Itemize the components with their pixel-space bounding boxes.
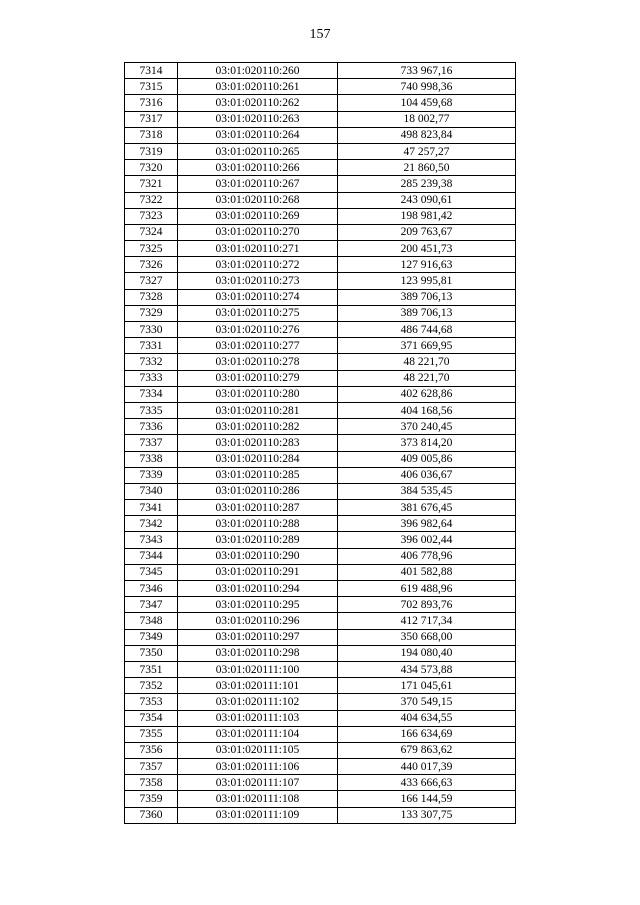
table-row	[125, 645, 516, 661]
cadastral-value-table	[124, 62, 516, 824]
table-row	[125, 564, 516, 580]
cadastral-number-cell: 03:01:020111:109	[178, 807, 338, 823]
cadastral-number-cell: 03:01:020110:278	[178, 354, 338, 370]
cadastral-number-cell: 03:01:020111:106	[178, 759, 338, 775]
cadastral-number-cell: 03:01:020111:101	[178, 678, 338, 694]
cadastral-value-cell: 389 706,13	[338, 289, 516, 305]
cadastral-number-cell: 03:01:020110:297	[178, 629, 338, 645]
cadastral-value-cell: 285 239,38	[338, 176, 516, 192]
cadastral-number-cell: 03:01:020110:295	[178, 597, 338, 613]
cadastral-number-cell: 03:01:020110:267	[178, 176, 338, 192]
row-number-cell: 7338	[125, 451, 178, 467]
cadastral-value-cell: 370 549,15	[338, 694, 516, 710]
cadastral-value-cell: 48 221,70	[338, 370, 516, 386]
table-row	[125, 192, 516, 208]
cadastral-value-cell: 48 221,70	[338, 354, 516, 370]
cadastral-value-cell: 47 257,27	[338, 143, 516, 159]
row-number-cell: 7350	[125, 645, 178, 661]
row-number-cell: 7334	[125, 386, 178, 402]
table-row	[125, 775, 516, 791]
cadastral-number-cell: 03:01:020110:288	[178, 516, 338, 532]
cadastral-value-cell: 433 666,63	[338, 775, 516, 791]
row-number-cell: 7320	[125, 160, 178, 176]
cadastral-value-cell: 350 668,00	[338, 629, 516, 645]
table-row	[125, 354, 516, 370]
table-row	[125, 402, 516, 418]
table-row	[125, 370, 516, 386]
row-number-cell: 7330	[125, 322, 178, 338]
cadastral-number-cell: 03:01:020110:266	[178, 160, 338, 176]
cadastral-number-cell: 03:01:020111:100	[178, 661, 338, 677]
page-number: 157	[309, 27, 331, 42]
table-row	[125, 710, 516, 726]
row-number-cell: 7352	[125, 678, 178, 694]
cadastral-number-cell: 03:01:020110:265	[178, 143, 338, 159]
table-row	[125, 419, 516, 435]
cadastral-value-cell: 373 814,20	[338, 435, 516, 451]
table-row	[125, 338, 516, 354]
row-number-cell: 7324	[125, 224, 178, 240]
cadastral-value-cell: 498 823,84	[338, 127, 516, 143]
cadastral-value-cell: 198 981,42	[338, 208, 516, 224]
table-row	[125, 111, 516, 127]
cadastral-value-cell: 404 168,56	[338, 402, 516, 418]
cadastral-value-cell: 402 628,86	[338, 386, 516, 402]
cadastral-number-cell: 03:01:020110:281	[178, 402, 338, 418]
row-number-cell: 7345	[125, 564, 178, 580]
table-row	[125, 63, 516, 79]
cadastral-value-cell: 412 717,34	[338, 613, 516, 629]
cadastral-value-cell: 404 634,55	[338, 710, 516, 726]
table-row	[125, 322, 516, 338]
row-number-cell: 7340	[125, 483, 178, 499]
table-row	[125, 613, 516, 629]
cadastral-number-cell: 03:01:020110:286	[178, 483, 338, 499]
table-row	[125, 224, 516, 240]
cadastral-value-cell: 409 005,86	[338, 451, 516, 467]
cadastral-number-cell: 03:01:020110:261	[178, 79, 338, 95]
table-row	[125, 629, 516, 645]
table-row	[125, 208, 516, 224]
row-number-cell: 7329	[125, 305, 178, 321]
table-row	[125, 694, 516, 710]
cadastral-value-cell: 166 144,59	[338, 791, 516, 807]
cadastral-value-cell: 434 573,88	[338, 661, 516, 677]
row-number-cell: 7322	[125, 192, 178, 208]
row-number-cell: 7335	[125, 402, 178, 418]
table-row	[125, 807, 516, 823]
row-number-cell: 7326	[125, 257, 178, 273]
row-number-cell: 7349	[125, 629, 178, 645]
row-number-cell: 7328	[125, 289, 178, 305]
row-number-cell: 7321	[125, 176, 178, 192]
cadastral-value-cell: 740 998,36	[338, 79, 516, 95]
row-number-cell: 7318	[125, 127, 178, 143]
table-row	[125, 597, 516, 613]
cadastral-value-cell: 243 090,61	[338, 192, 516, 208]
table-row	[125, 759, 516, 775]
row-number-cell: 7344	[125, 548, 178, 564]
cadastral-value-cell: 133 307,75	[338, 807, 516, 823]
cadastral-number-cell: 03:01:020110:290	[178, 548, 338, 564]
cadastral-value-cell: 486 744,68	[338, 322, 516, 338]
cadastral-number-cell: 03:01:020110:279	[178, 370, 338, 386]
row-number-cell: 7351	[125, 661, 178, 677]
table-row	[125, 95, 516, 111]
cadastral-value-cell: 733 967,16	[338, 63, 516, 79]
table-row	[125, 742, 516, 758]
row-number-cell: 7357	[125, 759, 178, 775]
cadastral-number-cell: 03:01:020110:277	[178, 338, 338, 354]
table-row	[125, 516, 516, 532]
row-number-cell: 7317	[125, 111, 178, 127]
cadastral-value-cell: 384 535,45	[338, 483, 516, 499]
cadastral-number-cell: 03:01:020110:262	[178, 95, 338, 111]
cadastral-value-cell: 401 582,88	[338, 564, 516, 580]
table-row	[125, 435, 516, 451]
table-row	[125, 127, 516, 143]
row-number-cell: 7341	[125, 500, 178, 516]
cadastral-value-cell: 123 995,81	[338, 273, 516, 289]
row-number-cell: 7346	[125, 581, 178, 597]
cadastral-number-cell: 03:01:020110:274	[178, 289, 338, 305]
table-row	[125, 160, 516, 176]
cadastral-number-cell: 03:01:020110:275	[178, 305, 338, 321]
cadastral-number-cell: 03:01:020110:282	[178, 419, 338, 435]
row-number-cell: 7353	[125, 694, 178, 710]
table-row	[125, 532, 516, 548]
cadastral-number-cell: 03:01:020110:285	[178, 467, 338, 483]
cadastral-number-cell: 03:01:020110:291	[178, 564, 338, 580]
table-row	[125, 581, 516, 597]
cadastral-number-cell: 03:01:020110:263	[178, 111, 338, 127]
table-row	[125, 273, 516, 289]
cadastral-value-cell: 104 459,68	[338, 95, 516, 111]
cadastral-value-cell: 371 669,95	[338, 338, 516, 354]
row-number-cell: 7319	[125, 143, 178, 159]
cadastral-number-cell: 03:01:020110:280	[178, 386, 338, 402]
cadastral-number-cell: 03:01:020110:271	[178, 241, 338, 257]
row-number-cell: 7339	[125, 467, 178, 483]
table-row	[125, 386, 516, 402]
table-row	[125, 483, 516, 499]
cadastral-number-cell: 03:01:020111:103	[178, 710, 338, 726]
table-row	[125, 257, 516, 273]
cadastral-number-cell: 03:01:020110:284	[178, 451, 338, 467]
cadastral-number-cell: 03:01:020111:108	[178, 791, 338, 807]
cadastral-number-cell: 03:01:020110:260	[178, 63, 338, 79]
cadastral-value-cell: 21 860,50	[338, 160, 516, 176]
row-number-cell: 7333	[125, 370, 178, 386]
row-number-cell: 7323	[125, 208, 178, 224]
cadastral-number-cell: 03:01:020111:107	[178, 775, 338, 791]
cadastral-value-cell: 370 240,45	[338, 419, 516, 435]
cadastral-number-cell: 03:01:020110:270	[178, 224, 338, 240]
table-row	[125, 500, 516, 516]
cadastral-value-cell: 389 706,13	[338, 305, 516, 321]
table-row	[125, 548, 516, 564]
row-number-cell: 7348	[125, 613, 178, 629]
cadastral-value-cell: 18 002,77	[338, 111, 516, 127]
cadastral-number-cell: 03:01:020110:296	[178, 613, 338, 629]
row-number-cell: 7342	[125, 516, 178, 532]
row-number-cell: 7343	[125, 532, 178, 548]
row-number-cell: 7355	[125, 726, 178, 742]
cadastral-value-cell: 619 488,96	[338, 581, 516, 597]
cadastral-number-cell: 03:01:020110:264	[178, 127, 338, 143]
row-number-cell: 7314	[125, 63, 178, 79]
table-row	[125, 791, 516, 807]
cadastral-number-cell: 03:01:020110:298	[178, 645, 338, 661]
row-number-cell: 7360	[125, 807, 178, 823]
table-row	[125, 661, 516, 677]
cadastral-value-cell: 406 778,96	[338, 548, 516, 564]
row-number-cell: 7354	[125, 710, 178, 726]
table-row	[125, 467, 516, 483]
cadastral-value-cell: 406 036,67	[338, 467, 516, 483]
table-row	[125, 241, 516, 257]
row-number-cell: 7359	[125, 791, 178, 807]
cadastral-number-cell: 03:01:020110:273	[178, 273, 338, 289]
table-body	[125, 63, 516, 824]
row-number-cell: 7356	[125, 742, 178, 758]
cadastral-value-cell: 200 451,73	[338, 241, 516, 257]
cadastral-number-cell: 03:01:020110:283	[178, 435, 338, 451]
row-number-cell: 7347	[125, 597, 178, 613]
cadastral-value-cell: 396 002,44	[338, 532, 516, 548]
cadastral-value-cell: 209 763,67	[338, 224, 516, 240]
table-row	[125, 726, 516, 742]
table-row	[125, 305, 516, 321]
table-row	[125, 79, 516, 95]
cadastral-number-cell: 03:01:020111:102	[178, 694, 338, 710]
cadastral-value-cell: 440 017,39	[338, 759, 516, 775]
row-number-cell: 7315	[125, 79, 178, 95]
cadastral-number-cell: 03:01:020110:272	[178, 257, 338, 273]
cadastral-value-cell: 396 982,64	[338, 516, 516, 532]
cadastral-value-cell: 381 676,45	[338, 500, 516, 516]
row-number-cell: 7327	[125, 273, 178, 289]
table-row	[125, 451, 516, 467]
cadastral-number-cell: 03:01:020110:276	[178, 322, 338, 338]
row-number-cell: 7316	[125, 95, 178, 111]
cadastral-number-cell: 03:01:020110:289	[178, 532, 338, 548]
cadastral-number-cell: 03:01:020111:104	[178, 726, 338, 742]
cadastral-value-cell: 166 634,69	[338, 726, 516, 742]
row-number-cell: 7325	[125, 241, 178, 257]
table-row	[125, 143, 516, 159]
table-row	[125, 678, 516, 694]
row-number-cell: 7337	[125, 435, 178, 451]
row-number-cell: 7332	[125, 354, 178, 370]
cadastral-value-cell: 194 080,40	[338, 645, 516, 661]
cadastral-number-cell: 03:01:020110:294	[178, 581, 338, 597]
row-number-cell: 7358	[125, 775, 178, 791]
cadastral-number-cell: 03:01:020110:287	[178, 500, 338, 516]
row-number-cell: 7331	[125, 338, 178, 354]
cadastral-number-cell: 03:01:020111:105	[178, 742, 338, 758]
table-row	[125, 289, 516, 305]
cadastral-value-cell: 127 916,63	[338, 257, 516, 273]
table-row	[125, 176, 516, 192]
cadastral-number-cell: 03:01:020110:268	[178, 192, 338, 208]
cadastral-value-cell: 171 045,61	[338, 678, 516, 694]
cadastral-value-cell: 679 863,62	[338, 742, 516, 758]
cadastral-number-cell: 03:01:020110:269	[178, 208, 338, 224]
row-number-cell: 7336	[125, 419, 178, 435]
cadastral-value-cell: 702 893,76	[338, 597, 516, 613]
